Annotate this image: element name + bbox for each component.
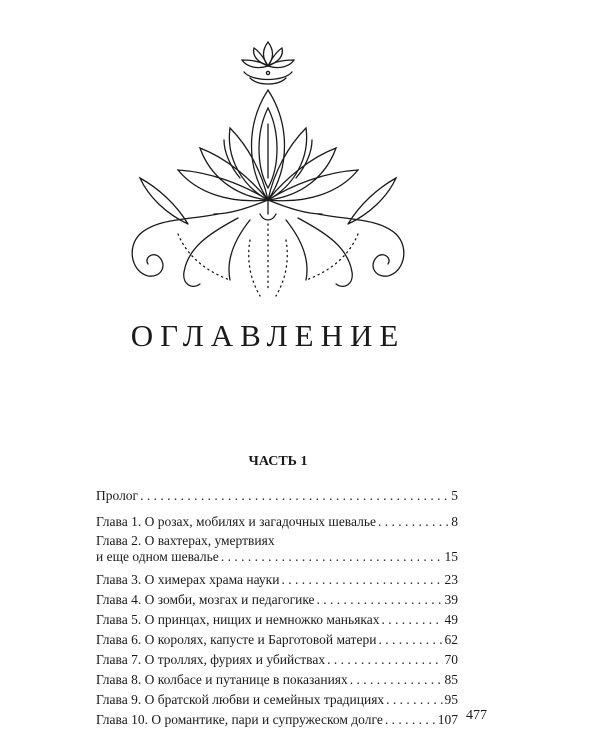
- toc-entry-page: 107: [437, 712, 458, 727]
- toc-entry-page: 8: [451, 514, 458, 529]
- leader-dots: [350, 672, 443, 688]
- toc-entry-page: 23: [444, 572, 458, 587]
- toc-entry-page: 15: [444, 549, 458, 564]
- toc-entry[interactable]: [96, 572, 458, 588]
- toc-entry[interactable]: [96, 533, 458, 565]
- part-heading: ЧАСТЬ 1: [248, 454, 308, 469]
- toc-entry-title: Глава 9. О братской любви и семейных традициях: [96, 692, 385, 707]
- leader-dots: [281, 572, 442, 588]
- leader-dots: [221, 549, 443, 565]
- leader-dots: [385, 712, 436, 728]
- toc-entry[interactable]: [96, 488, 458, 504]
- toc-entry[interactable]: [96, 692, 458, 708]
- toc-entry[interactable]: [96, 514, 458, 530]
- toc-entry-page: 5: [451, 488, 458, 503]
- toc-entry-title: Глава 8. О колбасе и путанице в показаниях: [96, 672, 348, 687]
- toc-entry-page: 49: [444, 612, 458, 627]
- leader-dots: [378, 632, 442, 648]
- toc-entry-title: Глава 2. О вахтерах, умертвиях: [96, 533, 275, 548]
- leader-dots: [382, 612, 443, 628]
- leader-dots: [140, 488, 449, 504]
- toc-entry[interactable]: [96, 672, 458, 688]
- toc-entry-title-continued: и еще одном шевалье: [96, 549, 219, 564]
- toc-entry[interactable]: [96, 632, 458, 648]
- toc-entry[interactable]: [96, 712, 458, 728]
- toc-entry-title: Глава 7. О троллях, фуриях и убийствах: [96, 652, 326, 667]
- toc-entry-title: Пролог: [96, 488, 139, 503]
- toc-entry-title: Глава 5. О принцах, нищих и немножко маньяках: [96, 612, 380, 627]
- page-title: ОГЛАВЛЕНИЕ: [130, 318, 406, 353]
- toc-entry[interactable]: [96, 652, 458, 668]
- lotus-ornament: [118, 28, 418, 308]
- page-number: 477: [466, 708, 487, 723]
- toc-entry-page: 95: [444, 692, 458, 707]
- toc-entry-title: Глава 6. О королях, капусте и Барготовой матери: [96, 632, 377, 647]
- toc-entry-title: Глава 3. О химерах храма науки: [96, 572, 280, 587]
- leader-dots: [317, 592, 443, 608]
- toc-entry-page: 85: [444, 672, 458, 687]
- leader-dots: [327, 652, 442, 668]
- toc-entry-title: Глава 10. О романтике, пари и супружеском долге: [96, 712, 383, 727]
- toc-entry[interactable]: [96, 612, 458, 628]
- toc-entry[interactable]: [96, 592, 458, 608]
- toc-entry-page: 62: [444, 632, 458, 647]
- toc-entry-page: 39: [444, 592, 458, 607]
- top-bud-icon: [242, 42, 294, 84]
- toc-entry-title: Глава 1. О розах, мобилях и загадочных шевалье: [96, 514, 376, 529]
- toc-entry-title: Глава 4. О зомби, мозгах и педагогике: [96, 592, 315, 607]
- leader-dots: [386, 692, 442, 708]
- toc-entry-page: 70: [444, 652, 458, 667]
- leader-dots: [378, 514, 449, 530]
